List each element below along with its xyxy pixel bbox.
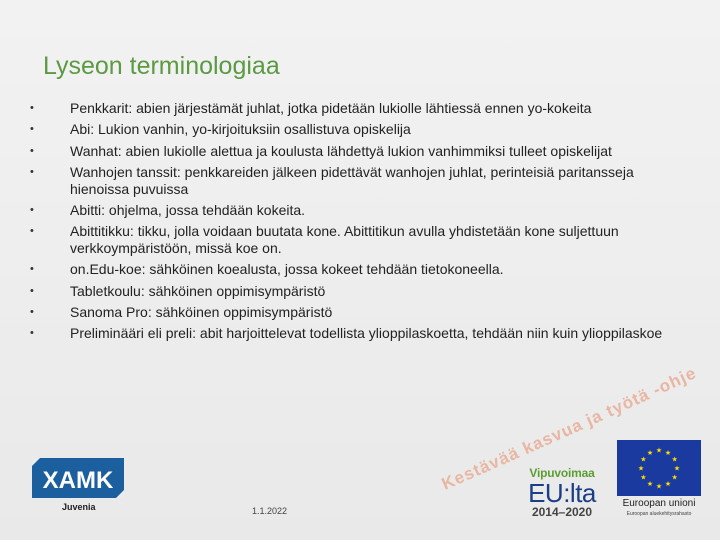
eu-star-icon: ★	[673, 464, 681, 473]
slide-date: 1.1.2022	[252, 506, 288, 516]
slogan-text: Kestävää kasvua ja työtä -ohjelma	[436, 363, 700, 494]
eu-star-icon: ★	[640, 455, 647, 464]
list-item: • Abitti: ohjelma, jossa tehdään kokeita.	[30, 202, 670, 218]
terminology-list	[30, 100, 670, 347]
eu-star-icon: ★	[637, 464, 645, 473]
list-item: • Preliminääri eli preli: abit harjoittelevat todellista ylioppilaskoetta, tehdään niin kuin ylioppilaskoe	[30, 325, 670, 341]
list-item: • Wanhojen tanssit: penkkareiden jälkeen pidettävät wanhojen juhlat, perinteisiä paritansseja hienoissa puvuissa	[30, 164, 670, 197]
eu-star-icon: ★	[646, 480, 654, 489]
list-item: • Sanoma Pro: sähköinen oppimisympäristö	[30, 304, 670, 320]
xamk-logo	[32, 458, 124, 498]
eu-star-icon: ★	[664, 480, 672, 489]
vipuvoimaa-logo	[512, 466, 612, 522]
list-item: • Penkkarit: abien järjestämät juhlat, jotka pidetään lukiolle lähtiessä ennen yo-kokeita	[30, 100, 670, 116]
eu-star-icon: ★	[655, 446, 663, 455]
list-item: • Tabletkoulu: sähköinen oppimisympäristö	[30, 283, 670, 299]
list-item: • on.Edu-koe: sähköinen koealusta, jossa kokeet tehdään tietokoneella.	[30, 261, 670, 277]
list-item: • Abittitikku: tikku, jolla voidaan buutata kone. Abittitikun avulla yhdistetään kone suljettuun verkkoympäristöön, missä koe on.	[30, 223, 670, 256]
eu-star-icon: ★	[640, 473, 647, 482]
vipuvoimaa-years: 2014–2020	[531, 505, 593, 519]
juvenia-label: Juvenia	[62, 502, 96, 512]
eu-star-icon: ★	[671, 473, 678, 482]
slide-title: Lyseon terminologiaa	[43, 52, 280, 80]
eu-star-icon: ★	[655, 482, 663, 491]
eu-logo	[612, 436, 706, 520]
list-item: • Abi: Lukion vanhin, yo-kirjoituksiin osallistuva opiskelija	[30, 121, 670, 137]
eu-star-icon: ★	[646, 448, 654, 457]
eu-logo-text: Euroopan unioni	[622, 498, 696, 509]
eu-logo-subtext: Euroopan aluekehitysrahasto	[626, 511, 692, 517]
vipuvoimaa-eu: EU:lta	[528, 478, 596, 508]
list-item: • Wanhat: abien lukiolle alettua ja koulusta lähdettyä lukion vanhimmiksi tulleet opiskelijat	[30, 143, 670, 159]
eu-star-icon: ★	[664, 448, 672, 457]
eu-flag-icon	[617, 440, 701, 496]
xamk-logo-text: XAMK	[42, 467, 114, 494]
vipuvoimaa-title: Vipuvoimaa	[529, 466, 595, 480]
eu-star-icon: ★	[671, 455, 678, 464]
